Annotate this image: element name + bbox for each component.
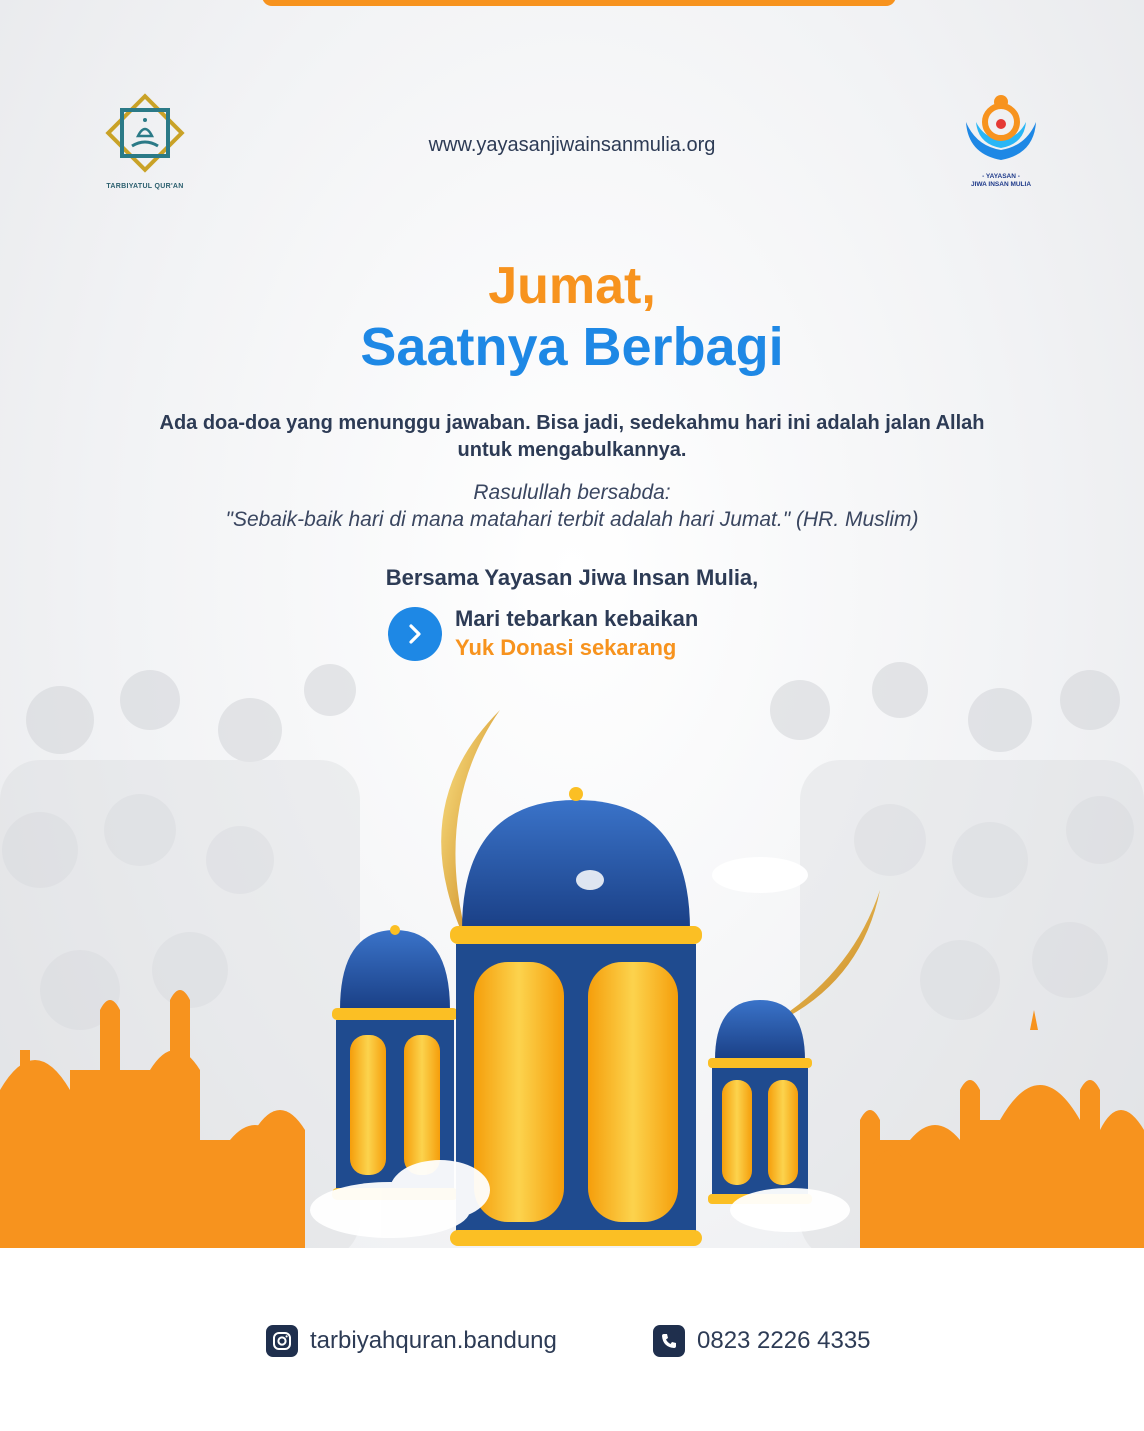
mosque-silhouette-left xyxy=(0,990,305,1250)
lantern-large-center xyxy=(450,787,702,1246)
yayasan-logo xyxy=(955,92,1047,189)
ramadan-lantern-illustration xyxy=(0,690,1144,1250)
instagram-handle: tarbiyahquran.bandung xyxy=(310,1327,557,1354)
cta-donate-link[interactable]: Yuk Donasi sekarang xyxy=(455,635,677,660)
lantern-small-left xyxy=(332,925,458,1200)
chevron-right-icon xyxy=(403,622,427,646)
mosque-silhouette-right xyxy=(860,1010,1144,1250)
cta-line1: Mari tebarkan kebaikan xyxy=(455,606,699,631)
headline-line2: Saatnya Berbagi xyxy=(360,317,784,377)
instagram-icon xyxy=(266,1325,298,1357)
phone-contact[interactable] xyxy=(653,1325,871,1357)
yayasan-logo-line1: - YAYASAN - xyxy=(982,173,1020,180)
top-accent-bar xyxy=(262,0,896,6)
donate-arrow-button[interactable] xyxy=(388,607,442,661)
phone-icon xyxy=(653,1325,685,1357)
phone-number: 0823 2226 4335 xyxy=(697,1327,871,1354)
quote-intro: Rasulullah bersabda: xyxy=(473,481,671,504)
footer xyxy=(0,1248,1144,1431)
yayasan-logo-icon xyxy=(956,92,1046,168)
headline-line1: Jumat, xyxy=(488,257,656,315)
website-url[interactable]: www.yayasanjiwainsanmulia.org xyxy=(428,134,716,156)
tarbiyatul-logo-text: TARBIYATUL QUR'AN xyxy=(106,183,184,190)
hadith-quote: "Sebaik-baik hari di mana matahari terbit adalah hari Jumat." (HR. Muslim) xyxy=(225,508,919,531)
instagram-contact[interactable] xyxy=(266,1325,557,1357)
lantern-small-right xyxy=(708,1000,812,1204)
intro-text: Ada doa-doa yang menunggu jawaban. Bisa jadi, sedekahmu hari ini adalah jalan Allah untuk mengabulkannya. xyxy=(159,412,985,461)
together-text: Bersama Yayasan Jiwa Insan Mulia, xyxy=(385,565,759,590)
yayasan-logo-line2: JIWA INSAN MULIA xyxy=(970,181,1032,188)
